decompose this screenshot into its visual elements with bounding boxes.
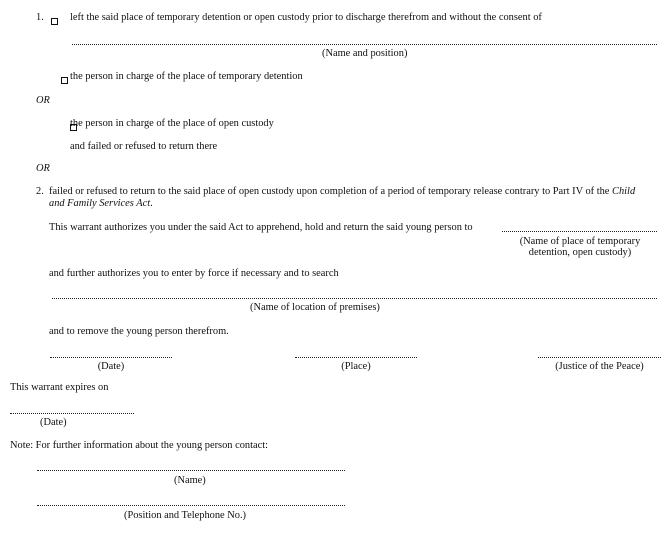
contact-name-field[interactable]	[37, 470, 345, 471]
option-temporary-detention: the person in charge of the place of temporary detention	[70, 71, 303, 82]
justice-signature-field[interactable]	[538, 357, 661, 358]
place-caption-line-1: (Name of place of temporary	[519, 236, 641, 247]
name-position-field[interactable]	[72, 44, 657, 45]
contact-position-caption: (Position and Telephone No.)	[124, 510, 247, 521]
name-position-caption: (Name and position)	[322, 48, 408, 59]
premises-caption: (Name of location of premises)	[250, 302, 380, 313]
item-2-text: failed or refused to return to the said place of open custody upon completion of a period of temporary release contrary to Part IV of the Child	[49, 186, 636, 197]
place-field[interactable]	[502, 231, 657, 232]
or-label-1: OR	[36, 95, 50, 106]
item-1-text: left the said place of temporary detention or open custody prior to discharge therefrom and without the consent of	[70, 12, 542, 23]
contact-position-field[interactable]	[37, 505, 345, 506]
premises-field[interactable]	[52, 298, 657, 299]
act-name-line-1: Child	[612, 186, 636, 197]
place-signature-field[interactable]	[295, 357, 417, 358]
warrant-authorizes-text: This warrant authorizes you under the said Act to apprehend, hold and return the said young person to	[49, 222, 473, 233]
failed-refused-text: and failed or refused to return there	[70, 141, 218, 152]
item-2-text-line-2: and Family Services Act.	[49, 198, 153, 209]
note-label: Note: For further information about the young person contact:	[10, 440, 268, 451]
expiry-label: This warrant expires on	[10, 382, 109, 393]
item-2-number: 2.	[36, 186, 44, 197]
option-open-custody: the person in charge of the place of open custody	[70, 118, 274, 129]
checkbox-item-1[interactable]	[51, 18, 58, 25]
expiry-date-field[interactable]	[10, 413, 134, 414]
place-caption-line-2: detention, open custody)	[528, 247, 632, 258]
or-label-2: OR	[36, 163, 50, 174]
justice-caption: (Justice of the Peace)	[555, 361, 644, 372]
date-caption: (Date)	[97, 361, 125, 372]
remove-text: and to remove the young person therefrom.	[49, 326, 229, 337]
contact-name-caption: (Name)	[174, 475, 206, 486]
place-caption: (Place)	[341, 361, 371, 372]
further-authorizes-text: and further authorizes you to enter by force if necessary and to search	[49, 268, 339, 279]
item-1-number: 1.	[36, 12, 44, 23]
expiry-date-caption: (Date)	[40, 417, 67, 428]
act-name-line-2: and Family Services Act	[49, 198, 151, 209]
checkbox-temporary-detention[interactable]	[61, 77, 68, 84]
date-field[interactable]	[50, 357, 172, 358]
